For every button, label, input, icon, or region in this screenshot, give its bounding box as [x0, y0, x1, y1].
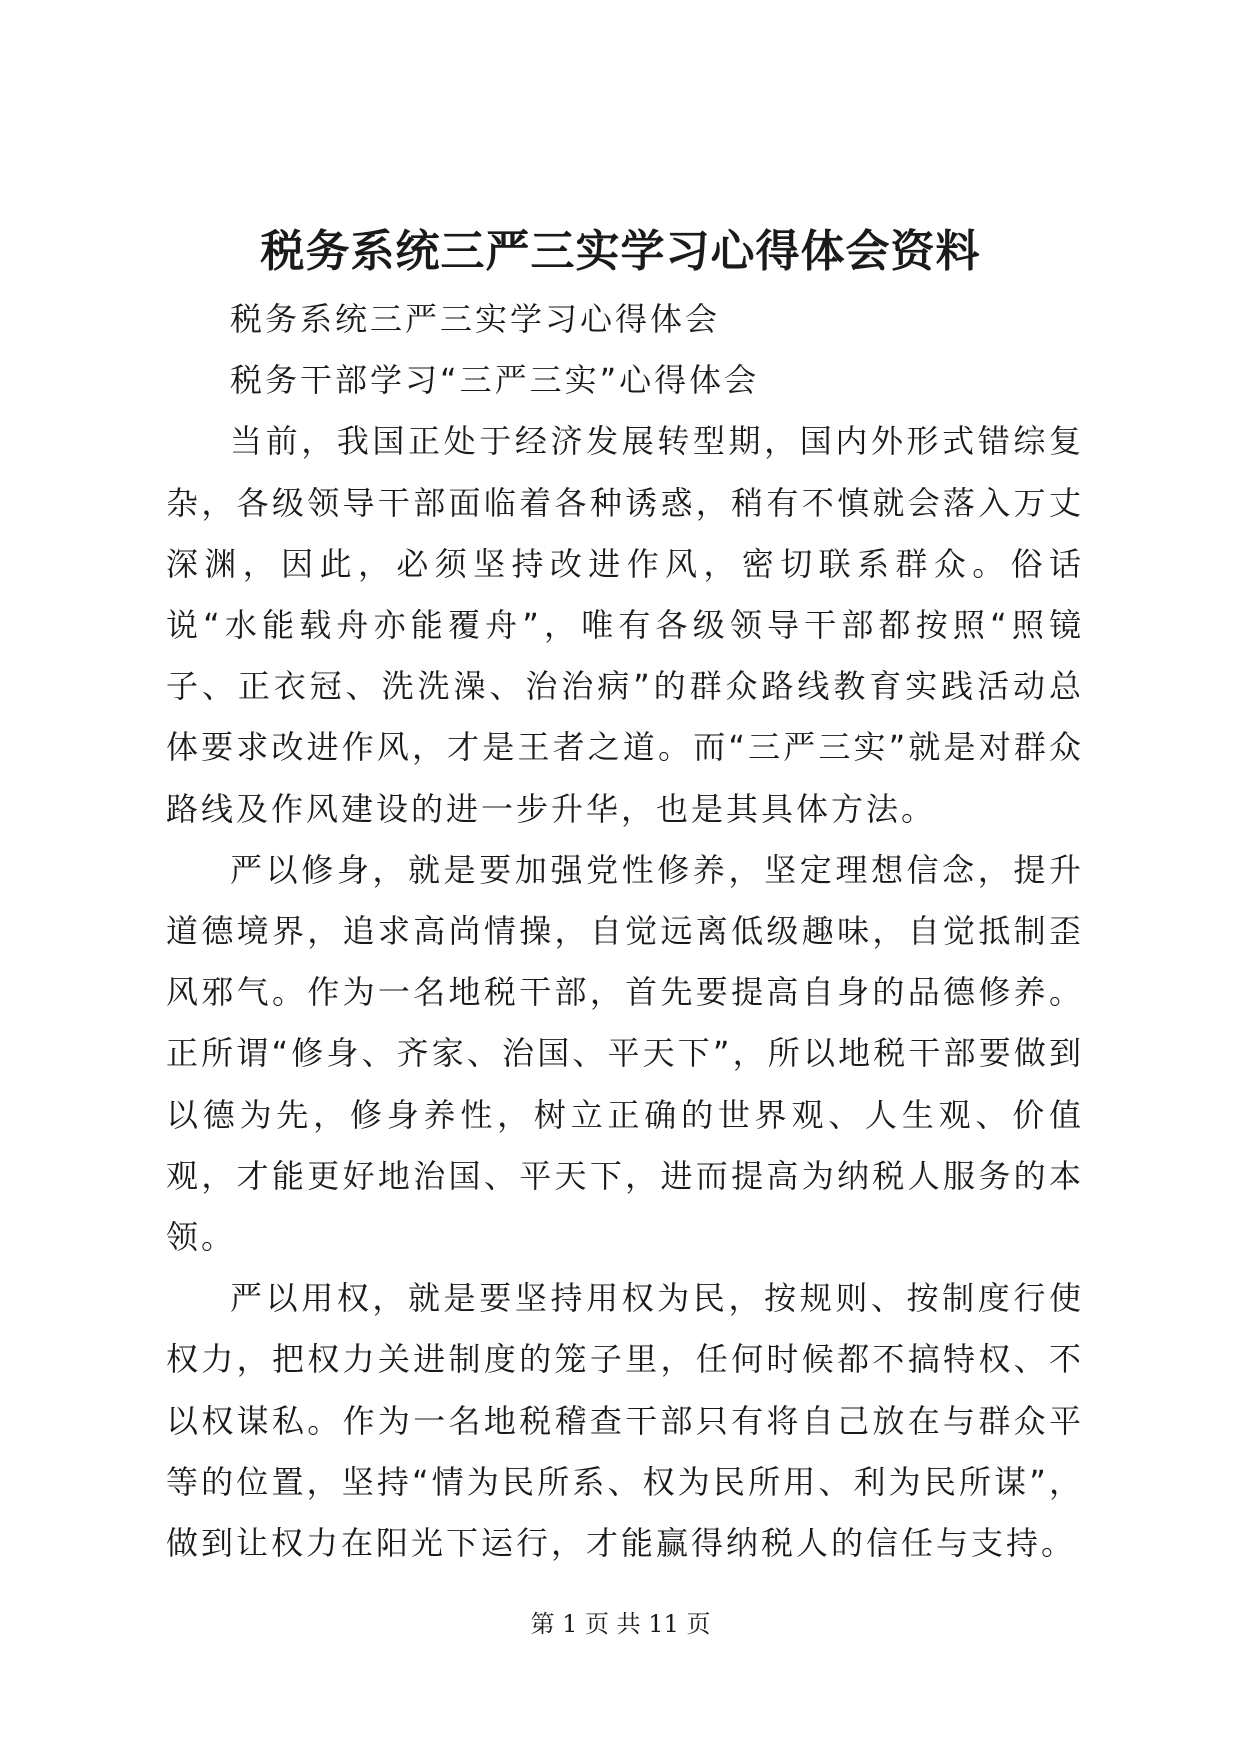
document-title: 税务系统三严三实学习心得体会资料 [260, 226, 981, 277]
document-body [166, 289, 1084, 1574]
paragraph-intro: 当前，我国正处于经济发展转型期，国内外形式错综复杂，各级领导干部面临着各种诱惑，稍有不慎就会落入万丈深渊，因此，必须坚持改进作风，密切联系群众。俗话说“水能载舟亦能覆舟”，唯有各级领导干部都按照“照镜子、正衣冠、洗洗澡、治治病”的群众路线教育实践活动总体要求改进作风，才是王者之道。而“三严三实”就是对群众路线及作风建设的进一步升华，也是其具体方法。 [166, 422, 1084, 828]
paragraph-subtitle-1: 税务系统三严三实学习心得体会 [230, 300, 721, 338]
paragraph-self-cultivation: 严以修身，就是要加强党性修养，坚定理想信念，提升道德境界，追求高尚情操，自觉远离低级趣味，自觉抵制歪风邪气。作为一名地税干部，首先要提高自身的品德修养。正所谓“修身、齐家、治国、平天下”，所以地税干部要做到以德为先，修身养性，树立正确的世界观、人生观、价值观，才能更好地治国、平天下，进而提高为纳税人服务的本领。 [166, 850, 1084, 1257]
paragraph-use-of-power: 严以用权，就是要坚持用权为民，按规则、按制度行使权力，把权力关进制度的笼子里，任何时候都不搞特权、不以权谋私。作为一名地税稽查干部只有将自己放在与群众平等的位置，坚持“情为民所系、权为民所用、利为民所谋”，做到让权力在阳光下运行，才能赢得纳税人的信任与支持。 [166, 1279, 1084, 1563]
paragraph-subtitle-2: 税务干部学习“三严三实”心得体会 [230, 361, 760, 400]
page-footer: 第 1 页 共 11 页 [530, 1610, 711, 1638]
